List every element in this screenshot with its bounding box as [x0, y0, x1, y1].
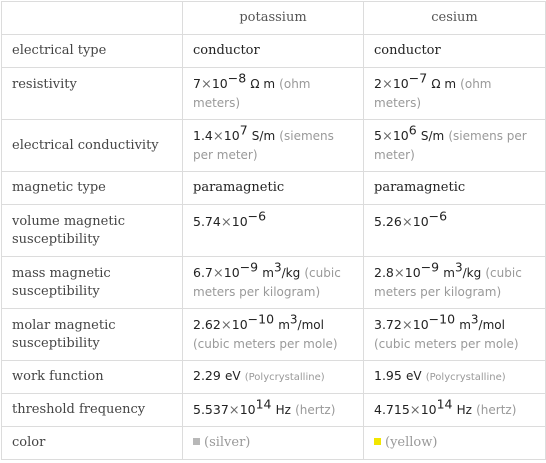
cesium-threshold-frequency: $4.715\times 10^{14}$ Hz (hertz) — [364, 394, 546, 427]
cesium-volume-magnetic: $5.26\times 10^{-6}$ — [364, 205, 546, 257]
cesium-electrical-type: conductor — [364, 35, 546, 68]
potassium-electrical-type: conductor — [183, 35, 364, 68]
row-mass-magnetic-susceptibility — [2, 257, 546, 309]
row-color — [2, 427, 546, 460]
row-label: threshold frequency — [2, 394, 183, 427]
header-empty-cell — [2, 2, 183, 35]
cesium-work-function: 1.95 eV (Polycrystalline) — [364, 361, 546, 394]
cesium-magnetic-type: paramagnetic — [364, 172, 546, 205]
row-label: mass magnetic susceptibility — [2, 257, 183, 309]
header-potassium: potassium — [183, 2, 364, 35]
cesium-resistivity: $2\times 10^{-7}$ Ω m (ohm meters) — [364, 68, 546, 120]
cesium-molar-magnetic: $3.72\times 10^{-10}$ $m^3$/mol (cubic meters per mole) — [364, 309, 546, 361]
properties-table — [1, 1, 546, 460]
row-label: color — [2, 427, 183, 460]
row-electrical-type — [2, 35, 546, 68]
color-swatch-icon — [374, 438, 381, 445]
potassium-resistivity: $7\times 10^{-8}$ Ω m (ohm meters) — [183, 68, 364, 120]
row-resistivity — [2, 68, 546, 120]
potassium-molar-magnetic: $2.62\times 10^{-10}$ $m^3$/mol (cubic meters per mole) — [183, 309, 364, 361]
potassium-conductivity: $1.4\times 10^7$ S/m (siemens per meter) — [183, 120, 364, 172]
potassium-work-function: 2.29 eV (Polycrystalline) — [183, 361, 364, 394]
row-work-function — [2, 361, 546, 394]
row-volume-magnetic-susceptibility — [2, 205, 546, 257]
potassium-volume-magnetic: $5.74\times 10^{-6}$ — [183, 205, 364, 257]
row-label: molar magnetic susceptibility — [2, 309, 183, 361]
row-magnetic-type — [2, 172, 546, 205]
potassium-color: (silver) — [183, 427, 364, 460]
row-label: work function — [2, 361, 183, 394]
row-label: magnetic type — [2, 172, 183, 205]
potassium-magnetic-type: paramagnetic — [183, 172, 364, 205]
row-label: resistivity — [2, 68, 183, 120]
row-label: electrical conductivity — [2, 120, 183, 172]
row-molar-magnetic-susceptibility — [2, 309, 546, 361]
cesium-conductivity: $5\times 10^6$ S/m (siemens per meter) — [364, 120, 546, 172]
cesium-color: (yellow) — [364, 427, 546, 460]
header-cesium: cesium — [364, 2, 546, 35]
cesium-mass-magnetic: $2.8\times 10^{-9}$ $m^3/kg$ (cubic meters per kilogram) — [364, 257, 546, 309]
color-swatch-icon — [193, 438, 200, 445]
row-threshold-frequency — [2, 394, 546, 427]
row-label: volume magnetic susceptibility — [2, 205, 183, 257]
row-electrical-conductivity — [2, 120, 546, 172]
potassium-mass-magnetic: $6.7\times 10^{-9}$ $m^3/kg$ (cubic meters per kilogram) — [183, 257, 364, 309]
header-row — [2, 2, 546, 35]
row-label: electrical type — [2, 35, 183, 68]
potassium-threshold-frequency: $5.537\times 10^{14}$ Hz (hertz) — [183, 394, 364, 427]
